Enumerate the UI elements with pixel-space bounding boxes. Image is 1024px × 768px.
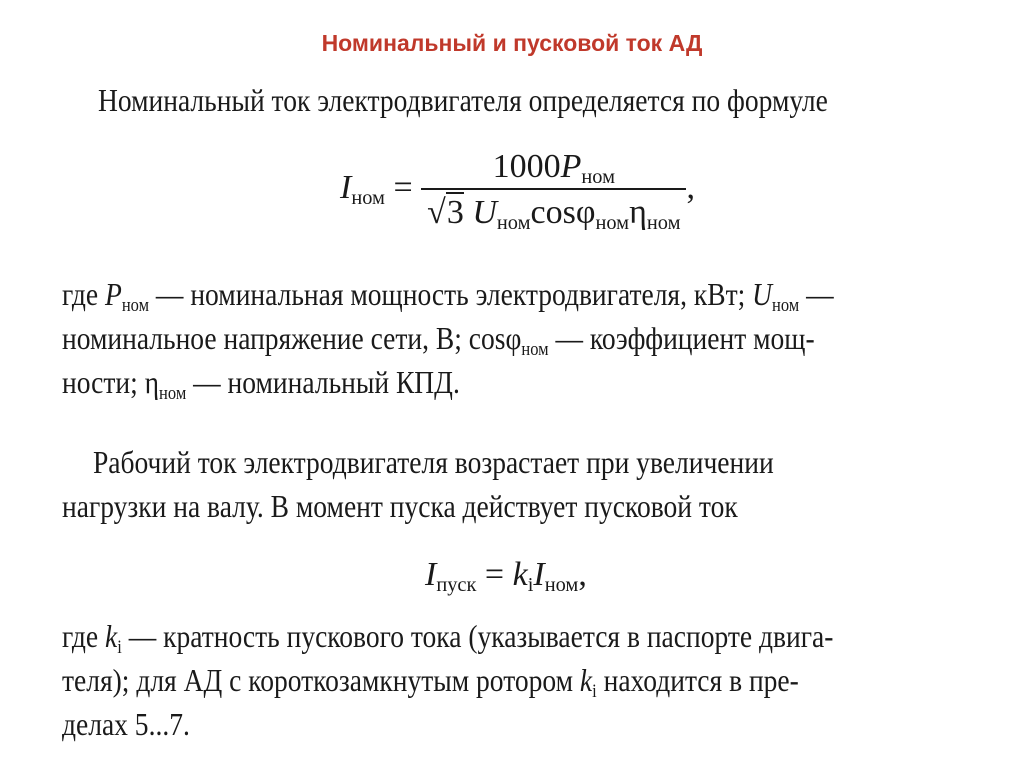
formula1-denominator [421,188,686,235]
eta-sub: ном [159,382,187,404]
formula2-rhs: I [533,556,545,593]
text-span: находится в пре- [596,662,799,698]
intro-line: Номинальный ток электродвигателя определяется по формуле [98,82,828,118]
text-span: где [62,276,106,312]
text-span: ности; η [62,364,160,400]
text-span: — номинальный КПД. [186,364,460,400]
definitions-paragraph [62,272,834,404]
formula1-equals: = [393,168,413,206]
var-k: k [579,662,593,698]
var-p: P [105,276,122,312]
var-k-sub: i [117,636,122,658]
formula1-fraction [421,148,686,235]
ki-line-1 [62,614,833,658]
formula2-comma: , [578,556,587,593]
slide-title: Номинальный и пусковой ток АД [321,30,703,56]
formula2-equals: = [476,556,513,593]
var-p-sub: ном [121,294,150,316]
sqrt-symbol [427,194,464,232]
cos-sub: ном [521,338,549,360]
definitions-line-3 [62,360,834,404]
var-u: U [752,276,772,312]
formula1-den-cos-sub: ном [595,212,630,235]
text-span: — номинальная мощность электродвигателя, кВт; [149,276,753,312]
formula2-rhs-sub: ном [544,574,579,597]
text-span: — коэффициент мощ- [548,320,815,356]
text-span: теля); для АД с короткозамкнутым ротором [62,662,580,698]
working-line-1: Рабочий ток электродвигателя возрастает при увеличении [92,444,774,480]
ki-line-3: делах 5...7. [62,706,190,742]
sqrt-sign: √ [427,194,446,231]
ki-definition-paragraph [62,614,833,746]
formula2-k: k [512,556,528,593]
formula2-lhs-sub: пуск [436,574,477,597]
formula1-comma: , [686,168,695,206]
formula1-num-sub: ном [581,166,616,189]
definitions-line-1 [62,272,834,316]
working-line-2: нагрузки на валу. В момент пуска действует пусковой ток [62,488,738,524]
formula1-num-coef: 1000 [492,148,561,185]
formula1-den-eta: η [629,194,647,231]
formula1-den-cos: cosφ [530,194,596,231]
definitions-line-2 [62,316,834,360]
text-span: — кратность пускового тока (указывается в паспорте двига- [121,618,834,654]
var-u-sub: ном [771,294,800,316]
formula1-den-u: U [472,194,497,231]
formula1-num-var: P [560,148,582,185]
formula1-lhs-sub: ном [351,186,385,209]
text-span: — [799,276,834,312]
nominal-current-formula [340,148,695,235]
ki-line-2 [62,658,833,702]
formula2-k-sub: i [527,574,534,597]
starting-current-formula [425,556,587,597]
var-k-sub: i [592,680,597,702]
formula2-lhs: I [425,556,437,593]
formula1-den-eta-sub: ном [646,212,681,235]
text-span: номинальное напряжение сети, В; cosφ [62,320,522,356]
working-current-paragraph [62,440,774,528]
intro-paragraph [98,78,828,122]
text-span: где [62,618,106,654]
sqrt-radicand: 3 [446,194,464,231]
formula1-numerator [479,148,629,188]
formula1-den-u-sub: ном [496,212,531,235]
formula1-lhs: I [340,168,352,206]
var-k: k [105,618,118,654]
